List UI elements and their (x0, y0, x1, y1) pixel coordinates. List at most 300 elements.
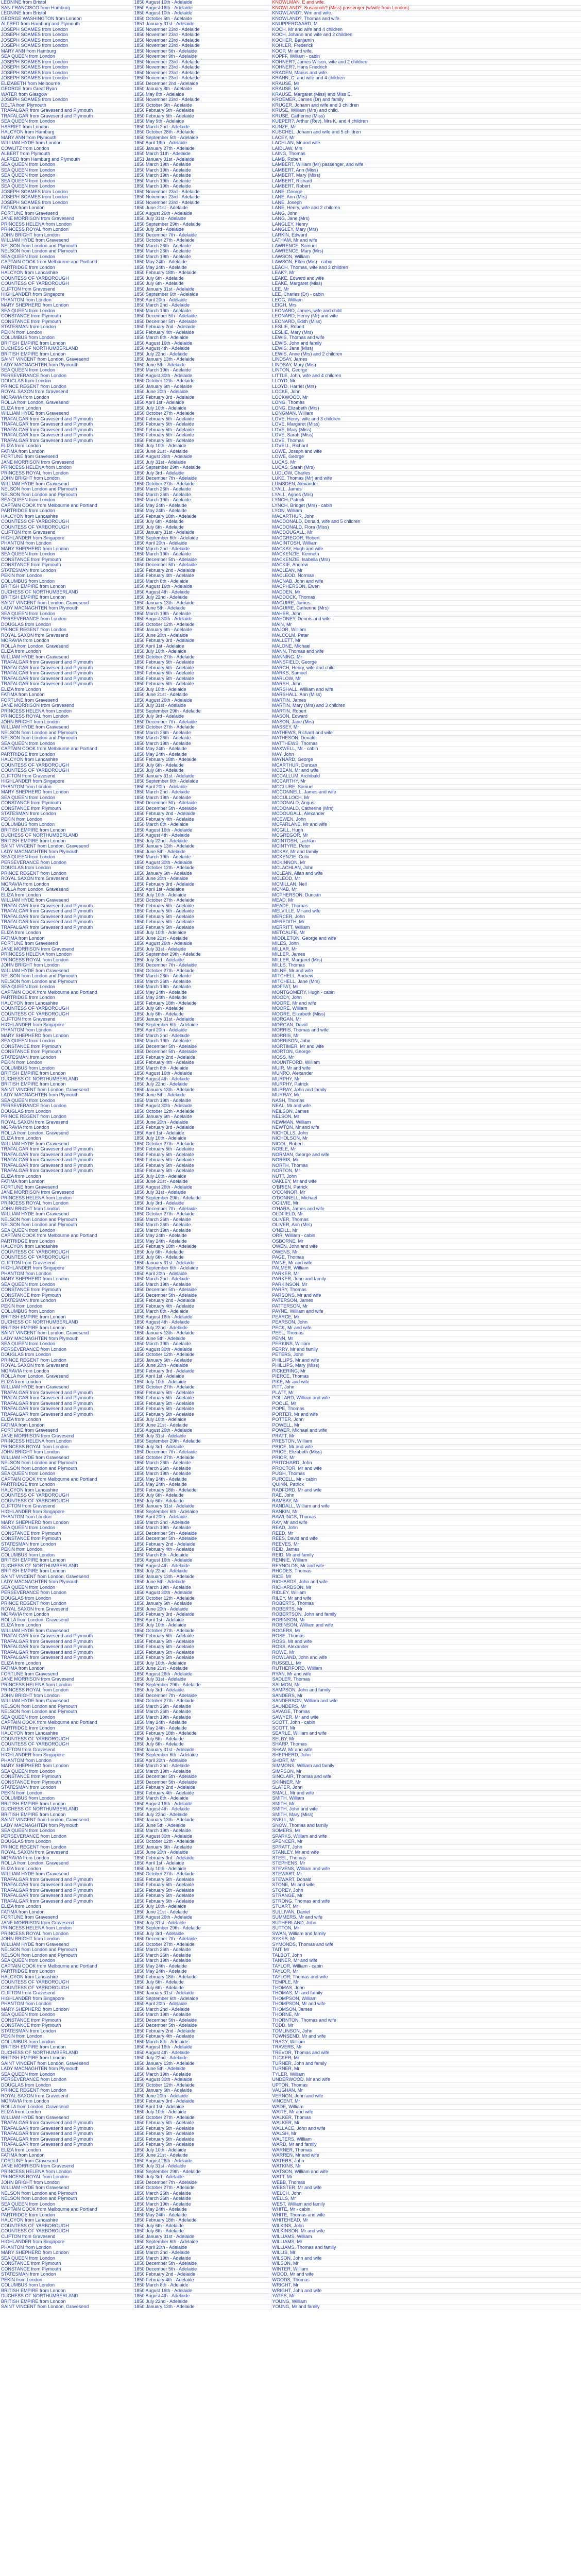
arrival-date-cell: 1850 March 19th - Adelaide (133, 795, 271, 801)
ship-cell: TRAFALGAR from Gravesend and Plymouth (0, 1655, 133, 1661)
arrival-date-cell: 1850 March 26th - Adelaide (133, 492, 271, 498)
table-row (0, 1850, 581, 1856)
table-row (0, 752, 581, 757)
passenger-cell: SHEPHERD, John (271, 1753, 581, 1758)
ship-cell: PEKIN from London (0, 1547, 133, 1553)
arrival-date-cell: 1850 December 5th - Adelaide (133, 2023, 271, 2029)
passenger-cell: LAMBERT, Ann (Miss) (271, 167, 581, 173)
ship-cell: PRINCESS ROYAL from London (0, 1201, 133, 1207)
passenger-cell: PRICE, Mr and wife (271, 1444, 581, 1450)
arrival-date-cell: 1850 May 9th - Adelaide (133, 119, 271, 125)
arrival-date-cell: 1850 July 22nd - Adelaide (133, 595, 271, 601)
ship-cell: WILLIAM HYDE from Gravesend (0, 1872, 133, 1877)
arrival-date-cell: 1850 March 19th - Adelaide (133, 178, 271, 184)
table-row (0, 416, 581, 422)
ship-cell: PARTRIDGE from London (0, 1239, 133, 1244)
passenger-cell: LEONARD, James, wife and child (271, 308, 581, 314)
table-row (0, 1942, 581, 1947)
table-row (0, 1293, 581, 1298)
arrival-date-cell: 1850 March 19th - Adelaide (133, 167, 271, 173)
ship-cell: WILLIAM HYDE from Gravesend (0, 898, 133, 904)
ship-cell: SAINT VINCENT from London, Gravesend (0, 357, 133, 363)
ship-cell: COLUMBUS from London (0, 1796, 133, 1802)
arrival-date-cell: 1850 March 19th - Adelaide (133, 2256, 271, 2261)
arrival-date-cell: 1850 January 31st - Adelaide (133, 773, 271, 779)
table-row (0, 1466, 581, 1471)
arrival-date-cell: 1850 March 26th - Adelaide (133, 249, 271, 255)
table-row (0, 351, 581, 357)
table-row (0, 557, 581, 563)
ship-cell: WILLIAM HYDE from Gravesend (0, 725, 133, 731)
ship-cell: PRINCESS HELENA from London (0, 1682, 133, 1688)
arrival-date-cell: 1850 October 27th - Adelaide (133, 481, 271, 487)
table-row (0, 2288, 581, 2294)
table-row (0, 108, 581, 114)
table-row (0, 1991, 581, 1996)
passenger-cell: THORNE, Mr (271, 2012, 581, 2018)
ship-cell: PHANTOM from London (0, 297, 133, 303)
table-row (0, 1753, 581, 1758)
table-row (0, 314, 581, 319)
ship-cell: MARY ANN from Plymouth (0, 135, 133, 141)
passenger-cell: SUMMERS, Mr and wife (271, 1915, 581, 1921)
ship-cell: ROLLA from London, Gravesend (0, 1130, 133, 1136)
arrival-date-cell: 1850 June 20th - Adelaide (133, 1606, 271, 1612)
passenger-cell: LYALL, Agnes (Mrs) (271, 492, 581, 498)
table-row (0, 1028, 581, 1033)
table-row (0, 1834, 581, 1839)
ship-cell: WILLIAM HYDE from Gravesend (0, 2115, 133, 2121)
arrival-date-cell: 1850 August 4th - Adelaide (133, 1076, 271, 1082)
table-row (0, 1790, 581, 1796)
passenger-cell: MACLEOD, Norman (271, 573, 581, 579)
ship-cell: JANE MORRISON from Gravesend (0, 1677, 133, 1683)
ship-cell: CONSTANCE from Plymouth (0, 1536, 133, 1542)
arrival-date-cell: 1850 July 3rd - Adelaide (133, 227, 271, 233)
ship-cell: JOHN BRIGHT from London (0, 1206, 133, 1212)
arrival-date-cell: 1850 January 31st - Adelaide (133, 1991, 271, 1996)
arrival-date-cell: 1850 January 6th - Adelaide (133, 1114, 271, 1120)
table-row (0, 2039, 581, 2045)
ship-cell: TRAFALGAR from Gravesend and Plymouth (0, 914, 133, 920)
passenger-cell: MCCULLOCH, Mr (271, 795, 581, 801)
arrival-date-cell: 1850 June 5th - Adelaide (133, 1580, 271, 1585)
passenger-cell: WALLACE, John and wife (271, 2126, 581, 2131)
arrival-date-cell: 1850 February 4th - Adelaide (133, 1547, 271, 1553)
table-row (0, 1731, 581, 1737)
ship-cell: SEA QUEEN from London (0, 1039, 133, 1044)
passenger-cell: LOCKE, John (271, 389, 581, 395)
table-row (0, 1206, 581, 1212)
passenger-cell: RILEY, Mr and wife (271, 1596, 581, 1601)
table-row (0, 1720, 581, 1726)
ship-cell: SEA QUEEN from London (0, 552, 133, 557)
arrival-date-cell: 1850 November 23rd - Adelaide (133, 97, 271, 103)
arrival-date-cell: 1850 February 5th - Adelaide (133, 671, 271, 676)
passenger-cell: WARD, Mr and family (271, 2142, 581, 2148)
arrival-date-cell: 1850 July 10th - Adelaide (133, 1623, 271, 1629)
table-row (0, 692, 581, 698)
passenger-cell: KOPFF, William - cabin (271, 54, 581, 60)
ship-cell: CAPTAIN COOK from Melbourne and Portland (0, 1477, 133, 1482)
ship-cell: PEKIN from London (0, 1060, 133, 1066)
passenger-cell: LONGMAN, William (271, 411, 581, 417)
passenger-cell: WELLS, Mr (271, 2196, 581, 2202)
ship-cell: CLIFTON from Gravesend (0, 1260, 133, 1266)
ship-cell: ELIZA from London (0, 1417, 133, 1423)
arrival-date-cell: 1850 November 5th - Adelaide (133, 48, 271, 54)
table-row (0, 606, 581, 612)
arrival-date-cell: 1850 January 31st - Adelaide (133, 530, 271, 536)
arrival-date-cell: 1850 March 19th - Adelaide (133, 184, 271, 190)
passenger-cell: LINDSAY, Mary (Mrs) (271, 362, 581, 368)
table-row (0, 514, 581, 519)
table-row (0, 920, 581, 925)
ship-cell: LADY MACNAGHTEN from Plymouth (0, 1336, 133, 1342)
passenger-cell: MUIR, Mr and wife (271, 1065, 581, 1071)
table-row (0, 801, 581, 806)
ship-cell: ELIZA from London (0, 649, 133, 655)
table-row (0, 1249, 581, 1255)
table-row (0, 2158, 581, 2164)
arrival-date-cell: 1850 August 4th - Adelaide (133, 346, 271, 352)
ship-cell: DUCHESS OF NORTHUMBERLAND (0, 2050, 133, 2056)
ship-cell: LADY MACNAGHTEN from Plymouth (0, 606, 133, 612)
ship-cell: COUNTESS OF YARBOROUGH (0, 762, 133, 768)
passenger-cell: STEVENS, William and wife (271, 1866, 581, 1872)
passenger-cell: KRAUSE, Margaret (Miss) and Miss E. (271, 92, 581, 97)
ship-cell: HALCYON from Lancashire (0, 1487, 133, 1493)
arrival-date-cell: 1850 August 16th - Adelaide (133, 827, 271, 833)
ship-cell: ELIZA from London (0, 2110, 133, 2115)
passenger-cell: PEARCE, Mr (271, 1314, 581, 1320)
table-row (0, 59, 581, 65)
passenger-cell: MACARTHUR, John (271, 514, 581, 519)
arrival-date-cell: 1850 January 13th - Adelaide (133, 1574, 271, 1580)
table-row (0, 1958, 581, 1964)
arrival-date-cell: 1850 March 26th - Adelaide (133, 1709, 271, 1715)
arrival-date-cell: 1850 July 6th - Adelaide (133, 276, 271, 281)
arrival-date-cell: 1850 February 5th - Adelaide (133, 1877, 271, 1883)
arrival-date-cell: 1850 May 24th - Adelaide (133, 1477, 271, 1482)
passenger-cell: MCDONALD, Catherine (Mrs) (271, 806, 581, 811)
arrival-date-cell: 1850 August 4th - Adelaide (133, 2294, 271, 2299)
ship-cell: FORTUNE from Gravesend (0, 454, 133, 460)
arrival-date-cell: 1850 February 5th - Adelaide (133, 1152, 271, 1158)
table-row (0, 2147, 581, 2153)
arrival-date-cell: 1850 June 21st - Adelaide (133, 1422, 271, 1428)
passenger-cell: ROSS, Mr and wife (271, 1639, 581, 1645)
passenger-cell: PURCELL, Mr - cabin (271, 1477, 581, 1482)
passenger-cell: MORGAN, Mr (271, 1017, 581, 1023)
ship-cell: PRINCESS HELENA from London (0, 708, 133, 714)
arrival-date-cell: 1850 November 23rd - Adelaide (133, 189, 271, 195)
passenger-cell: MILLER, Margaret (Mrs) (271, 957, 581, 963)
ship-cell: JANE MORRISON from Gravesend (0, 1190, 133, 1196)
passenger-cell: MACNAB, John and wife (271, 579, 581, 584)
table-row (0, 1239, 581, 1244)
ship-cell: MORAVIA from London (0, 1612, 133, 1618)
table-row (0, 260, 581, 265)
table-row (0, 2266, 581, 2272)
table-row (0, 395, 581, 400)
arrival-date-cell: 1850 July 6th - Adelaide (133, 2229, 271, 2234)
arrival-date-cell: 1850 March 19th - Adelaide (133, 611, 271, 617)
arrival-date-cell: 1850 July 22nd - Adelaide (133, 1812, 271, 1818)
arrival-date-cell: 1850 July 22nd - Adelaide (133, 838, 271, 844)
table-row (0, 957, 581, 963)
table-row (0, 817, 581, 822)
ship-cell: CONSTANCE from Plymouth (0, 2261, 133, 2267)
arrival-date-cell: 1850 May 24th - Adelaide (133, 747, 271, 752)
passenger-cell: THOMAS, John (271, 1985, 581, 1991)
table-row (0, 995, 581, 1001)
ship-cell: CAPTAIN COOK from Melbourne and Portland (0, 990, 133, 995)
passenger-cell: LAING, Thomas (271, 151, 581, 157)
ship-cell: PRINCESS HELENA from London (0, 952, 133, 958)
passenger-cell: NEAL, Mr and wife (271, 1104, 581, 1109)
table-row (0, 124, 581, 130)
ship-cell: PRINCE REGENT from London (0, 871, 133, 876)
passenger-cell: SMITH, William (271, 1796, 581, 1802)
passenger-cell: LYNCH, Patrick (271, 498, 581, 503)
arrival-date-cell: 1850 July 10th - Adelaide (133, 1660, 271, 1666)
ship-cell: PARTRIDGE from London (0, 1969, 133, 1975)
passenger-cell: PETERS, John (271, 1352, 581, 1358)
ship-cell: JANE MORRISON from Gravesend (0, 216, 133, 222)
arrival-date-cell: 1850 October 12th - Adelaide (133, 379, 271, 384)
ship-cell: SEA QUEEN from London (0, 178, 133, 184)
table-row (0, 1309, 581, 1315)
table-row (0, 1120, 581, 1125)
table-row (0, 1385, 581, 1391)
arrival-date-cell: 1850 September 6th - Adelaide (133, 2240, 271, 2245)
table-row (0, 81, 581, 87)
table-row (0, 167, 581, 173)
table-row (0, 1812, 581, 1818)
arrival-date-cell: 1850 March 19th - Adelaide (133, 1828, 271, 1834)
arrival-date-cell: 1850 June 21st - Adelaide (133, 449, 271, 454)
table-row (0, 535, 581, 541)
ship-cell: ELIZA from London (0, 1660, 133, 1666)
table-row (0, 622, 581, 628)
table-row (0, 2299, 581, 2304)
passenger-cell: WALKER, Thomas (271, 2115, 581, 2121)
ship-cell: COUNTESS OF YARBOROUGH (0, 524, 133, 530)
passenger-cell: MAGUIRE, Catherine (Mrs) (271, 606, 581, 612)
arrival-date-cell: 1850 August 26th - Adelaide (133, 1428, 271, 1434)
arrival-date-cell: 1850 February 5th - Adelaide (133, 2121, 271, 2126)
arrival-date-cell: 1850 June 20th - Adelaide (133, 2093, 271, 2099)
passenger-cell: MANSFIELD, George (271, 660, 581, 666)
arrival-date-cell: 1850 July 31st - Adelaide (133, 703, 271, 709)
arrival-date-cell: 1850 September 29th - Adelaide (133, 465, 271, 471)
arrival-date-cell: 1850 February 5th - Adelaide (133, 438, 271, 444)
arrival-date-cell: 1850 February 18th - Adelaide (133, 1731, 271, 1737)
passenger-cell: O'HARA, James and wife (271, 1206, 581, 1212)
table-row (0, 611, 581, 617)
table-row (0, 206, 581, 211)
table-row (0, 1190, 581, 1196)
arrival-date-cell: 1850 March 26th - Adelaide (133, 974, 271, 979)
ship-cell: CLIFTON from Gravesend (0, 773, 133, 779)
passenger-cell: MALCOLM, Peter (271, 633, 581, 638)
passenger-cell: SELBY, Mr (271, 1736, 581, 1742)
arrival-date-cell: 1850 February 18th - Adelaide (133, 514, 271, 519)
ship-cell: ALFRED from Hamburg and Plymouth (0, 157, 133, 162)
passenger-cell: SLATER, John (271, 1785, 581, 1791)
passenger-cell: LATHAM, Mr and wife (271, 238, 581, 244)
table-row (0, 736, 581, 741)
arrival-date-cell: 1850 August 4th - Adelaide (133, 833, 271, 839)
table-row (0, 1277, 581, 1282)
table-row (0, 1861, 581, 1867)
arrival-date-cell: 1850 June 20th - Adelaide (133, 1120, 271, 1125)
passenger-cell: TAIT, Mr (271, 1947, 581, 1953)
ship-cell: CONSTANCE from Plymouth (0, 2018, 133, 2023)
arrival-date-cell: 1850 January 31st - Adelaide (133, 1504, 271, 1510)
arrival-date-cell: 1850 July 3rd - Adelaide (133, 714, 271, 720)
arrival-date-cell: 1850 October 27th - Adelaide (133, 1455, 271, 1461)
passenger-cell: TODD, Mr (271, 2023, 581, 2029)
arrival-date-cell: 1850 February 5th - Adelaide (133, 108, 271, 114)
arrival-date-cell: 1850 March 19th - Adelaide (133, 2201, 271, 2207)
arrival-date-cell: 1850 February 4th - Adelaide (133, 2277, 271, 2283)
arrival-date-cell: 1850 February 5th - Adelaide (133, 2142, 271, 2148)
passenger-cell: QUINN, Patrick (271, 1482, 581, 1488)
ship-cell: MORAVIA from London (0, 1855, 133, 1861)
passenger-cell: MERCER, John (271, 914, 581, 920)
arrival-date-cell: 1850 December 5th - Adelaide (133, 2018, 271, 2023)
arrival-date-cell: 1850 July 10th - Adelaide (133, 1174, 271, 1179)
arrival-date-cell: 1850 August 26th - Adelaide (133, 1184, 271, 1190)
table-row (0, 389, 581, 395)
passenger-cell: OWEN, John and wife (271, 1244, 581, 1250)
arrival-date-cell: 1850 May 24th - Adelaide (133, 990, 271, 995)
passenger-cell: LANGLEY, Mary (Mrs) (271, 227, 581, 233)
ship-cell: JOSEPH SOAMES from London (0, 32, 133, 38)
ship-cell: SEA QUEEN from London (0, 1471, 133, 1477)
table-row (0, 2082, 581, 2088)
ship-cell: BRITISH EMPIRE from London (0, 1071, 133, 1077)
arrival-date-cell: 1850 August 26th - Adelaide (133, 941, 271, 947)
passenger-cell: MURPHY, Patrick (271, 1082, 581, 1088)
passenger-cell: WHITEHEAD, Mr (271, 2218, 581, 2224)
passenger-cell: MAJOR, William (271, 628, 581, 633)
arrival-date-cell: 1850 August 4th - Adelaide (133, 1563, 271, 1569)
table-row (0, 330, 581, 335)
passenger-cell: LEAKE, Margaret (Miss) (271, 281, 581, 287)
arrival-date-cell: 1850 March 26th - Adelaide (133, 2196, 271, 2202)
passenger-cell: RAE, John (271, 1493, 581, 1499)
ship-cell: COUNTESS OF YARBOROUGH (0, 1006, 133, 1012)
table-row (0, 541, 581, 547)
passenger-cell: LYON, William (271, 509, 581, 514)
ship-cell: COWLITZ from London (0, 146, 133, 151)
passenger-cell: POTTER, John (271, 1417, 581, 1423)
arrival-date-cell: 1850 April 19th - Adelaide (133, 141, 271, 146)
ship-cell: SEA QUEEN from London (0, 173, 133, 179)
passenger-cell: SHARP, Thomas (271, 1742, 581, 1748)
table-row (0, 341, 581, 346)
table-row (0, 1136, 581, 1142)
ship-cell: TRAFALGAR from Gravesend and Plymouth (0, 1877, 133, 1883)
passenger-cell: LEWIS, Thomas and wife (271, 335, 581, 341)
table-row (0, 1342, 581, 1347)
table-row (0, 222, 581, 227)
passenger-cell: WAITE, Mr and wife (271, 2110, 581, 2115)
ship-cell: ROLLA from London, Gravesend (0, 887, 133, 893)
passenger-cell: O'DONNELL, Michael (271, 1195, 581, 1201)
passenger-cell: TRACY, William (271, 2039, 581, 2045)
table-row (0, 1266, 581, 1272)
ship-cell: DUCHESS OF NORTHUMBERLAND (0, 2294, 133, 2299)
table-row (0, 530, 581, 536)
passenger-cell: MCGREGOR, Mr (271, 833, 581, 839)
table-row (0, 1401, 581, 1406)
table-row (0, 1076, 581, 1082)
ship-cell: WILLIAM HYDE from Gravesend (0, 654, 133, 660)
table-row (0, 2061, 581, 2066)
table-row (0, 32, 581, 38)
arrival-date-cell: 1850 November 23rd - Adelaide (133, 59, 271, 65)
passenger-cell: MAIN, Mr (271, 622, 581, 628)
arrival-date-cell: 1850 February 5th - Adelaide (133, 920, 271, 925)
ship-cell: PRINCE REGENT from London (0, 384, 133, 389)
arrival-date-cell: 1850 December 5th - Adelaide (133, 801, 271, 806)
table-row (0, 2169, 581, 2175)
table-row (0, 54, 581, 60)
ship-cell: CONSTANCE from Plymouth (0, 1044, 133, 1049)
ship-cell: PHANTOM from London (0, 1758, 133, 1764)
table-row (0, 454, 581, 460)
ship-cell: STATESMAN from London (0, 2272, 133, 2278)
table-row (0, 1699, 581, 1704)
arrival-date-cell: 1850 March 26th - Adelaide (133, 1704, 271, 1709)
ship-cell: SEA QUEEN from London (0, 2072, 133, 2077)
table-row (0, 698, 581, 703)
table-row (0, 2077, 581, 2083)
table-row (0, 76, 581, 81)
ship-cell: DUCHESS OF NORTHUMBERLAND (0, 1076, 133, 1082)
ship-cell: PRINCESS ROYAL from London (0, 1444, 133, 1450)
table-row (0, 1558, 581, 1564)
arrival-date-cell: 1850 July 10th - Adelaide (133, 444, 271, 449)
ship-cell: MARY SHEPHERD from London (0, 1033, 133, 1039)
ship-cell: TRAFALGAR from Gravesend and Plymouth (0, 433, 133, 438)
ship-cell: GEORGE from Great Ryan (0, 87, 133, 92)
ship-cell: SEA QUEEN from London (0, 1098, 133, 1104)
arrival-date-cell: 1850 March 8th - Adelaide (133, 335, 271, 341)
arrival-date-cell: 1850 October 27th - Adelaide (133, 238, 271, 244)
passenger-cell: SMITH, Mr (271, 1801, 581, 1807)
arrival-date-cell: 1850 January 6th - Adelaide (133, 2088, 271, 2094)
arrival-date-cell: 1850 November 23rd - Adelaide (133, 43, 271, 49)
arrival-date-cell: 1850 February 2nd - Adelaide (133, 2272, 271, 2278)
ship-cell: JOHN BRIGHT from London (0, 1937, 133, 1942)
passenger-cell: NELSON, Mr (271, 1114, 581, 1120)
ship-cell: WILLIAM HYDE from Gravesend (0, 1141, 133, 1147)
passenger-cell: RAWLINGS, Thomas (271, 1515, 581, 1520)
ship-cell: DOUGLAS from London (0, 1352, 133, 1358)
ship-cell: TRAFALGAR from Gravesend and Plymouth (0, 665, 133, 671)
table-row (0, 1996, 581, 2002)
ship-cell: TRAFALGAR from Gravesend and Plymouth (0, 1888, 133, 1893)
arrival-date-cell: 1850 July 6th - Adelaide (133, 768, 271, 774)
passenger-cell: LOWE, George (271, 454, 581, 460)
ship-cell: SAINT VINCENT from London, Gravesend (0, 1574, 133, 1580)
table-row (0, 0, 581, 5)
